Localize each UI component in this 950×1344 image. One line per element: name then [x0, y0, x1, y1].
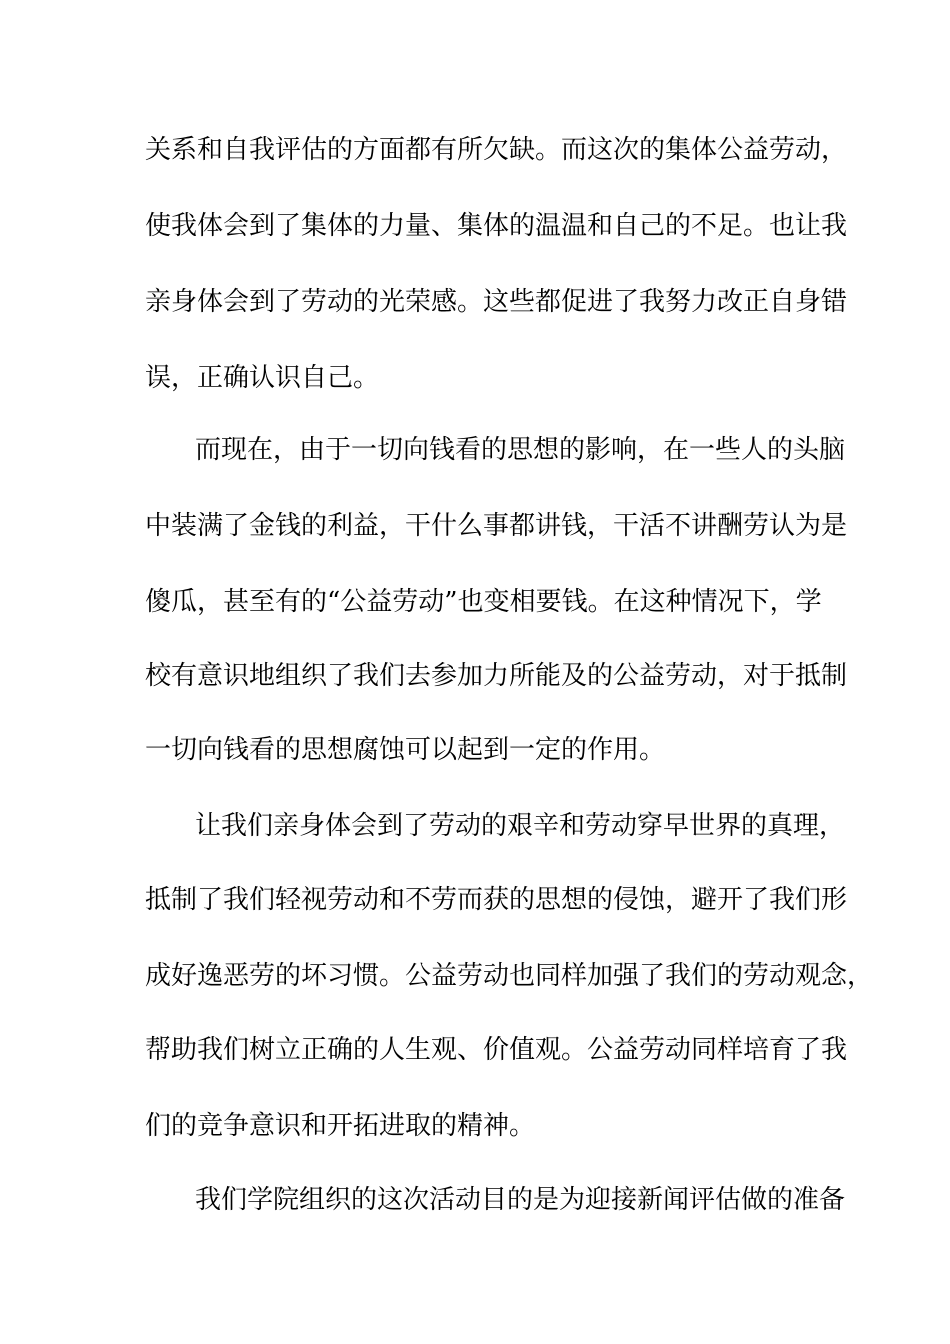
text-line: 们的竞争意识和开拓进取的精神。 [145, 1111, 536, 1141]
paragraph-first-line: 我们学院组织的这次活动目的是为迎接新闻评估做的准备 [195, 1185, 846, 1215]
text-line: 帮助我们树立正确的人生观、价值观。公益劳动同样培育了我 [145, 1035, 848, 1065]
text-line: 使我体会到了集体的力量、集体的温温和自己的不足。也让我 [145, 211, 848, 241]
text-line: 傻瓜，甚至有的“公益劳动”也变相要钱。在这种情况下，学 [145, 587, 822, 617]
text-line: 一切向钱看的思想腐蚀可以起到一定的作用。 [145, 735, 666, 765]
paragraph-first-line: 让我们亲身体会到了劳动的艰辛和劳动穿早世界的真理， [195, 811, 846, 841]
text-line: 亲身体会到了劳动的光荣感。这些都促进了我努力改正自身错 [145, 287, 848, 317]
text-line: 关系和自我评估的方面都有所欠缺。而这次的集体公益劳动， [145, 135, 848, 165]
text-line: 误，正确认识自己。 [145, 363, 380, 393]
text-line: 中装满了金钱的利益，干什么事都讲钱，干活不讲酬劳认为是 [145, 511, 848, 541]
text-line: 校有意识地组织了我们去参加力所能及的公益劳动，对于抵制 [145, 661, 848, 691]
text-line: 抵制了我们轻视劳动和不劳而获的思想的侵蚀，避开了我们形 [145, 885, 848, 915]
paragraph-first-line: 而现在，由于一切向钱看的思想的影响，在一些人的头脑 [195, 435, 846, 465]
text-line: 成好逸恶劳的坏习惯。公益劳动也同样加强了我们的劳动观念， [145, 961, 874, 991]
